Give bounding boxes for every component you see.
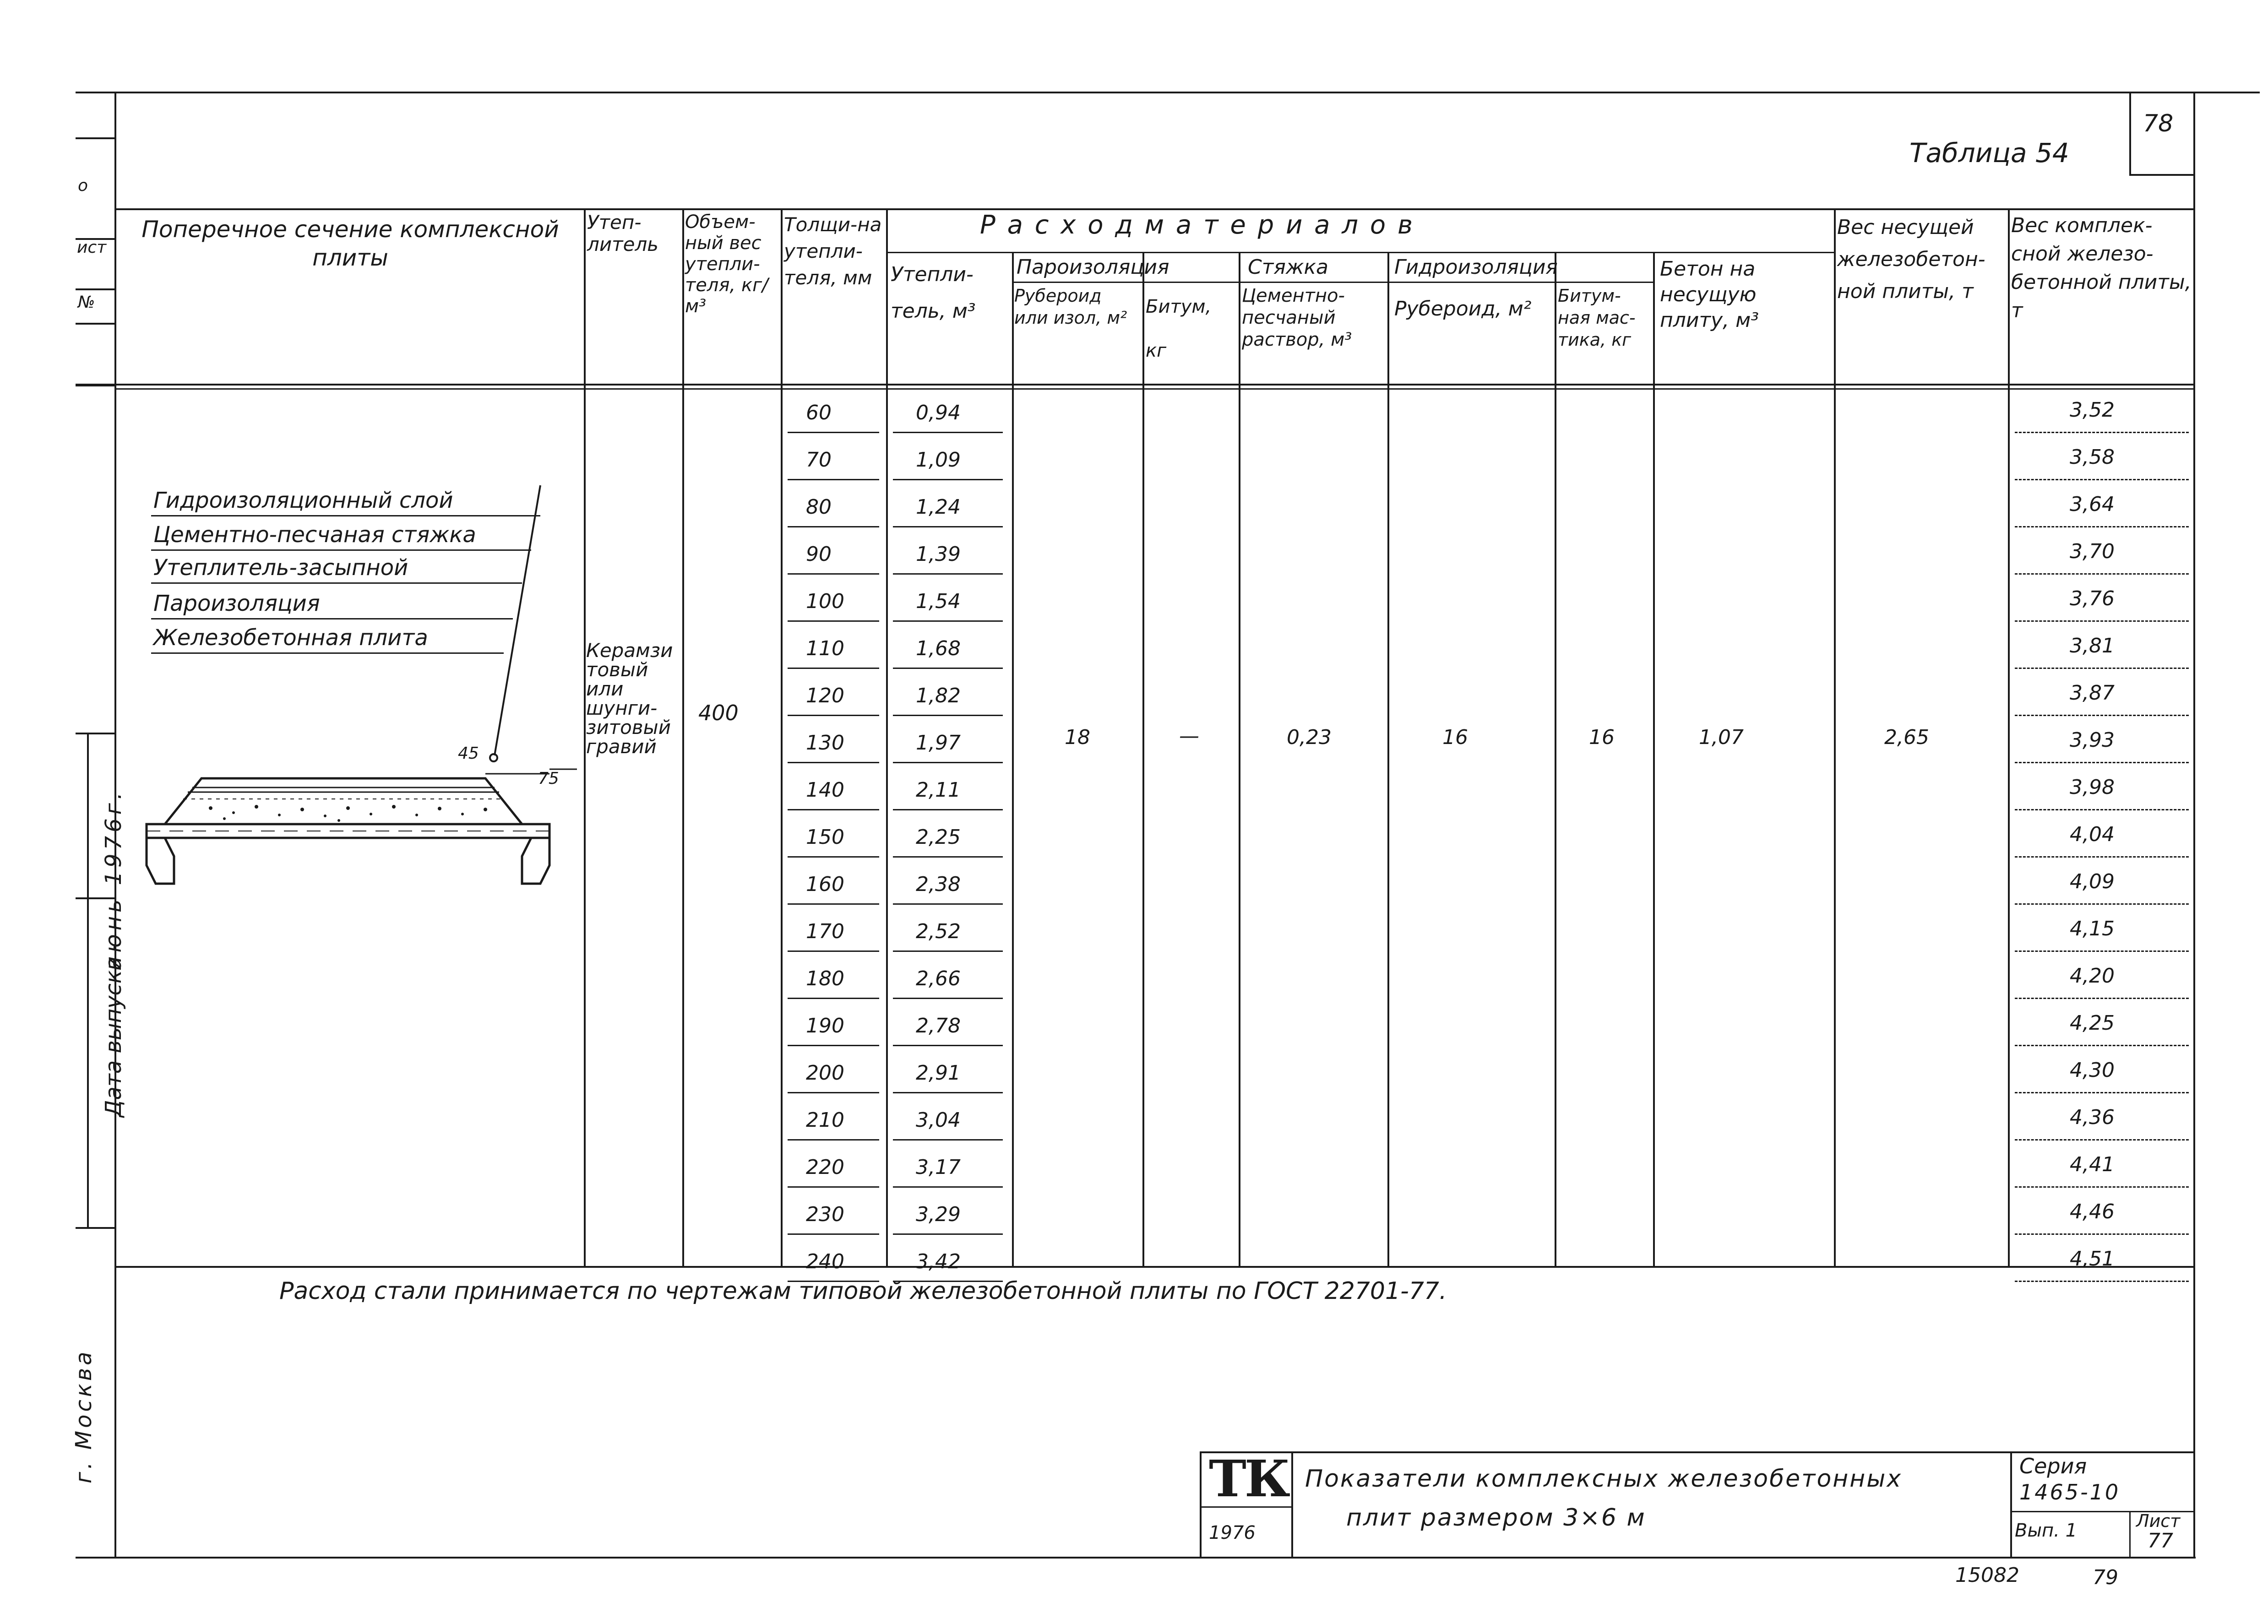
thickness-value: 80 [806, 495, 832, 519]
row-rule [893, 526, 1003, 527]
frame-bottom [76, 1557, 2196, 1559]
col-sep [781, 208, 783, 1266]
thickness-value: 120 [806, 684, 844, 707]
row-rule [788, 903, 879, 905]
volume-value: 2,78 [916, 1014, 961, 1037]
header-concrete: Бетон на несущую плиту, м³ [1660, 257, 1759, 332]
hydro-mastic-value: 16 [1589, 726, 1615, 749]
row-rule [788, 479, 879, 480]
thickness-value: 100 [806, 590, 844, 613]
header-screed: Цементно-песчаный раствор, м³ [1242, 285, 1352, 350]
row-rule [2015, 856, 2189, 858]
subgroup-sep [1012, 282, 1653, 283]
row-rule [893, 620, 1003, 622]
col-sep [1653, 252, 1655, 1266]
row-rule [788, 715, 879, 716]
series-value: 1465-10 [2019, 1480, 2121, 1505]
header-density: Объем-ный вес утепли-теля, кг/м³ [685, 212, 768, 317]
row-rule [2015, 1045, 2189, 1046]
thickness-value: 200 [806, 1061, 844, 1085]
vapor-roof-value: 18 [1065, 726, 1090, 749]
title-line-2: плит размером 3×6 м [1346, 1504, 1646, 1532]
density-value: 400 [698, 701, 739, 725]
header-vapor-roof: Рубероид или изол, м² [1014, 286, 1127, 328]
tk-logo: ТК [1209, 1449, 1289, 1508]
row-rule [893, 1045, 1003, 1046]
total-weight-value: 3,98 [2070, 776, 2115, 799]
col-sep [1239, 252, 1240, 1266]
diagram-label-insulation: Утеплитель-засыпной [153, 555, 408, 581]
volume-value: 2,11 [916, 778, 961, 802]
vapor-bitumen-value: — [1179, 724, 1199, 748]
header-hydro-mastic: Битум-ная мас-тика, кг [1558, 286, 1636, 350]
row-rule [2015, 809, 2189, 810]
thickness-value: 70 [806, 448, 832, 472]
col-sep [1834, 208, 1836, 1266]
row-rule [893, 479, 1003, 480]
col-sep [1142, 252, 1144, 1266]
header-group-materials: Р а с х о д м а т е р и а л о в [980, 210, 1414, 240]
row-rule [788, 762, 879, 763]
row-rule [788, 1045, 879, 1046]
total-weight-value: 3,58 [2070, 445, 2115, 469]
row-rule [788, 1233, 879, 1235]
row-rule [788, 432, 879, 433]
total-weight-value: 4,41 [2070, 1153, 2115, 1176]
title-block-sep [1291, 1451, 1293, 1557]
footer-code-left: 15082 [1955, 1564, 2019, 1587]
thickness-value: 170 [806, 920, 844, 943]
col-sep [886, 208, 888, 1266]
sheet-value: 77 [2148, 1529, 2173, 1553]
row-rule [788, 856, 879, 858]
row-rule [893, 809, 1003, 810]
volume-value: 2,38 [916, 873, 961, 896]
hydro-roof-value: 16 [1442, 726, 1468, 749]
row-rule [2015, 479, 2189, 480]
row-rule [893, 998, 1003, 999]
volume-value: 2,25 [916, 826, 961, 849]
header-section: Поперечное сечение комплексной плиты [141, 216, 559, 271]
header-bottom [76, 384, 2193, 386]
row-rule [893, 1186, 1003, 1188]
total-weight-value: 3,76 [2070, 587, 2115, 610]
total-weight-value: 4,46 [2070, 1200, 2115, 1223]
frame-right [2193, 92, 2195, 1557]
header-hydro-group: Гидроизоляция [1394, 255, 1558, 279]
total-weight-value: 3,70 [2070, 540, 2115, 563]
thickness-value: 210 [806, 1108, 844, 1132]
diagram-label-screed: Цементно-песчаная стяжка [153, 522, 476, 548]
volume-value: 0,94 [916, 401, 961, 424]
header-slab-weight: Вес несущей железобетон-ной плиты, т [1837, 216, 1985, 303]
thickness-value: 90 [806, 543, 832, 566]
total-weight-value: 4,51 [2070, 1247, 2115, 1271]
col-sep [2008, 208, 2010, 1266]
row-rule [2015, 951, 2189, 952]
thickness-value: 130 [806, 731, 844, 755]
outer-left-mark [76, 323, 114, 325]
title-line-1: Показатели комплексных железобетонных [1305, 1465, 1903, 1493]
row-rule [2015, 573, 2189, 575]
header-hydro-roof: Рубероид, м² [1394, 297, 1532, 320]
table-bottom [114, 1266, 2193, 1268]
total-weight-value: 3,81 [2070, 634, 2115, 657]
table-title: Таблица 54 [1909, 137, 2069, 168]
row-rule [2015, 668, 2189, 669]
title-block-sep [2129, 1511, 2131, 1557]
row-rule [788, 526, 879, 527]
issue-label: Вып. 1 [2015, 1520, 2078, 1541]
row-rule [2015, 903, 2189, 905]
thickness-value: 150 [806, 826, 844, 849]
slab-cross-section [137, 476, 586, 888]
thickness-value: 160 [806, 873, 844, 896]
title-block-left [1200, 1451, 1202, 1557]
row-rule [2015, 432, 2189, 433]
thickness-value: 230 [806, 1203, 844, 1226]
row-rule [2015, 1281, 2189, 1282]
row-rule [893, 432, 1003, 433]
thickness-value: 60 [806, 401, 832, 424]
volume-value: 2,66 [916, 967, 961, 990]
title-year: 1976 [1209, 1522, 1256, 1543]
header-total-weight: Вес комплек-сной железо-бетонной плиты, т [2011, 214, 2192, 322]
thickness-value: 220 [806, 1156, 844, 1179]
volume-value: 1,82 [916, 684, 961, 707]
row-rule [2015, 1233, 2189, 1235]
series-label: Серия [2019, 1454, 2087, 1478]
volume-value: 3,29 [916, 1203, 961, 1226]
row-rule [893, 1233, 1003, 1235]
outer-left-mark [76, 1227, 114, 1229]
row-rule [788, 620, 879, 622]
header-screed-group: Стяжка [1248, 255, 1328, 279]
total-weight-value: 4,09 [2070, 870, 2115, 893]
outer-left-mark [76, 288, 114, 290]
diagram-label-slab: Железобетонная плита [153, 625, 428, 651]
row-rule [2015, 526, 2189, 527]
thickness-value: 240 [806, 1250, 844, 1273]
volume-value: 1,24 [916, 495, 961, 519]
row-rule [2015, 620, 2189, 622]
row-rule [893, 1092, 1003, 1093]
row-rule [893, 1139, 1003, 1141]
sheet-label: Лист [2136, 1511, 2181, 1531]
header-insulation: Утеп-литель [587, 211, 659, 255]
row-rule [2015, 1092, 2189, 1093]
outer-left-stripe [87, 733, 89, 1227]
volume-value: 3,04 [916, 1108, 961, 1132]
row-rule [893, 573, 1003, 575]
release-date-value: июнь 1976г. [101, 788, 126, 971]
row-rule [2015, 1186, 2189, 1188]
volume-value: 3,42 [916, 1250, 961, 1273]
row-rule [893, 668, 1003, 669]
col-sep [1012, 252, 1014, 1266]
thickness-value: 190 [806, 1014, 844, 1037]
row-rule [788, 809, 879, 810]
row-rule [788, 998, 879, 999]
row-rule [893, 903, 1003, 905]
title-block-sep [2010, 1451, 2012, 1557]
header-bottom-2 [114, 388, 2193, 390]
row-rule [2015, 715, 2189, 716]
header-ins-volume: Утепли-тель, м³ [891, 263, 976, 323]
thickness-value: 180 [806, 967, 844, 990]
outer-left-mark [76, 137, 114, 139]
total-weight-value: 3,93 [2070, 728, 2115, 752]
thickness-value: 110 [806, 637, 844, 660]
release-date-label: Дата выпуска [101, 956, 126, 1117]
sheet-number: 78 [2143, 110, 2174, 137]
total-weight-value: 3,64 [2070, 493, 2115, 516]
steel-note: Расход стали принимается по чертежам типовой железобетонной плиты по ГОСТ 22701-77. [279, 1277, 1447, 1305]
row-rule [893, 951, 1003, 952]
col-sep [1555, 252, 1556, 1266]
volume-value: 2,52 [916, 920, 961, 943]
header-vapor-bitumen: Битум, кг [1146, 296, 1212, 361]
diagram-label-vapor: Пароизоляция [153, 591, 320, 616]
total-weight-value: 4,25 [2070, 1011, 2115, 1035]
header-thickness: Толщи-на утепли-теля, мм [784, 213, 882, 289]
total-weight-value: 4,36 [2070, 1106, 2115, 1129]
margin-mark: № [78, 293, 95, 312]
sheet-box-left [2129, 92, 2131, 174]
thickness-value: 140 [806, 778, 844, 802]
concrete-value: 1,07 [1699, 726, 1744, 749]
total-weight-value: 4,30 [2070, 1059, 2115, 1082]
row-rule [788, 573, 879, 575]
row-rule [788, 951, 879, 952]
group-sep [886, 252, 1834, 253]
row-rule [893, 715, 1003, 716]
diagram-dim-angle: 45 [458, 744, 479, 763]
row-rule [788, 1139, 879, 1141]
diagram-label-hydro: Гидроизоляционный слой [153, 488, 453, 513]
volume-value: 1,97 [916, 731, 961, 755]
insulation-material: Керамзи товый или шунги-зитовый гравий [586, 639, 673, 758]
header-vapor-group: Пароизоляция [1017, 255, 1169, 279]
margin-mark: о [78, 176, 88, 195]
row-rule [788, 1186, 879, 1188]
row-rule [788, 1092, 879, 1093]
volume-value: 2,91 [916, 1061, 961, 1085]
diagram-dim-offset: 75 [538, 769, 559, 788]
row-rule [788, 668, 879, 669]
row-rule [2015, 1139, 2189, 1141]
screed-value: 0,23 [1287, 726, 1332, 749]
volume-value: 1,68 [916, 637, 961, 660]
margin-mark: ист [77, 238, 107, 257]
total-weight-value: 3,52 [2070, 398, 2115, 422]
city-stamp: г. Москва [71, 1349, 97, 1483]
slab-weight-value: 2,65 [1884, 726, 1929, 749]
title-block-top [1200, 1451, 2193, 1453]
total-weight-value: 3,87 [2070, 681, 2115, 705]
total-weight-value: 4,04 [2070, 823, 2115, 846]
frame-top [76, 92, 2260, 93]
sheet-box-bottom [2129, 174, 2193, 176]
volume-value: 1,09 [916, 448, 961, 472]
row-rule [893, 856, 1003, 858]
row-rule [2015, 998, 2189, 999]
outer-left-mark [76, 733, 114, 734]
volume-value: 3,17 [916, 1156, 961, 1179]
footer-code-right: 79 [2093, 1566, 2118, 1589]
row-rule [2015, 762, 2189, 763]
total-weight-value: 4,15 [2070, 917, 2115, 940]
volume-value: 1,39 [916, 543, 961, 566]
volume-value: 1,54 [916, 590, 961, 613]
col-sep [682, 208, 684, 1266]
col-sep [1387, 252, 1389, 1266]
row-rule [893, 762, 1003, 763]
total-weight-value: 4,20 [2070, 964, 2115, 988]
